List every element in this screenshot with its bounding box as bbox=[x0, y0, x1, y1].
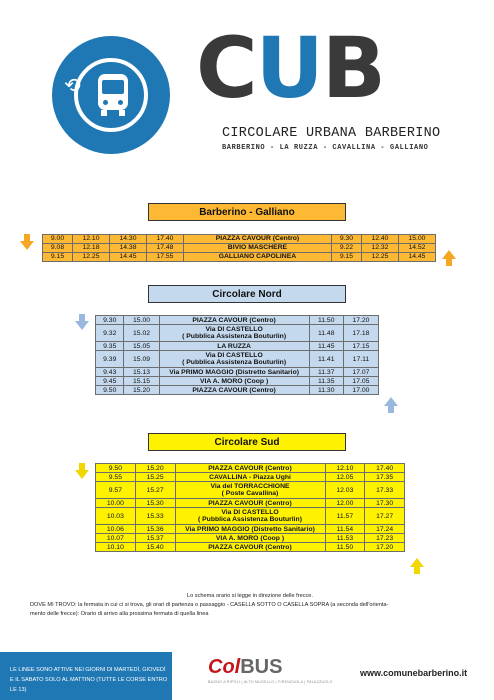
time-cell: 17.15 bbox=[343, 342, 378, 351]
time-cell: 15.02 bbox=[124, 325, 159, 342]
time-cell: 17.00 bbox=[343, 386, 378, 395]
stop-name: Via DI CASTELLO ( Pubblica Assistenza Bouturlin) bbox=[159, 325, 309, 342]
time-cell: 9.55 bbox=[96, 473, 136, 482]
table-row bbox=[96, 508, 405, 525]
time-cell: 14.38 bbox=[109, 244, 146, 253]
time-cell: 11.35 bbox=[309, 377, 343, 386]
table-row bbox=[96, 464, 405, 473]
time-cell: 11.50 bbox=[309, 316, 343, 325]
time-cell: 9.32 bbox=[96, 325, 124, 342]
time-cell: 12.05 bbox=[325, 473, 365, 482]
time-cell: 9.15 bbox=[331, 253, 361, 262]
time-cell: 15.15 bbox=[124, 377, 159, 386]
time-cell: 12.40 bbox=[361, 235, 398, 244]
time-cell: 17.40 bbox=[365, 464, 405, 473]
stop-name: Via DI CASTELLO ( Pubblica Assistenza Bouturlin) bbox=[159, 351, 309, 368]
time-cell: 17.55 bbox=[146, 253, 183, 262]
website-link[interactable]: www.comunebarberino.it bbox=[360, 668, 468, 678]
time-cell: 9.30 bbox=[96, 316, 124, 325]
table-row bbox=[43, 253, 436, 262]
time-cell: 15.40 bbox=[135, 543, 175, 552]
note-line: Lo schema orario si legge in direzione delle frecce. bbox=[187, 593, 313, 599]
time-cell: 10.06 bbox=[96, 525, 136, 534]
time-cell: 12.18 bbox=[73, 244, 110, 253]
time-cell: 12.00 bbox=[325, 499, 365, 508]
time-cell: 11.57 bbox=[325, 508, 365, 525]
stop-name: PIAZZA CAVOUR (Centro) bbox=[175, 499, 325, 508]
route-title-circolare-sud: Circolare Sud bbox=[148, 433, 346, 451]
stop-name: PIAZZA CAVOUR (Centro) bbox=[175, 464, 325, 473]
time-cell: 17.48 bbox=[146, 244, 183, 253]
time-cell: 17.30 bbox=[365, 499, 405, 508]
down-arrow-icon bbox=[75, 463, 89, 479]
table-row bbox=[43, 244, 436, 253]
time-cell: 15.20 bbox=[135, 464, 175, 473]
table-row bbox=[96, 386, 379, 395]
table-row bbox=[96, 325, 379, 342]
stop-name: Via PRIMO MAGGIO (Distretto Sanitario) bbox=[175, 525, 325, 534]
timetable-barberino-galliano bbox=[42, 234, 436, 262]
time-cell: 15.00 bbox=[398, 235, 435, 244]
timetable-circolare-nord bbox=[95, 315, 379, 395]
time-cell: 10.07 bbox=[96, 534, 136, 543]
stop-name: PIAZZA CAVOUR (Centro) bbox=[159, 316, 309, 325]
time-cell: 12.03 bbox=[325, 482, 365, 499]
stop-name: PIAZZA CAVOUR (Centro) bbox=[159, 386, 309, 395]
up-arrow-icon bbox=[442, 250, 456, 266]
time-cell: 12.25 bbox=[361, 253, 398, 262]
time-cell: 15.37 bbox=[135, 534, 175, 543]
time-cell: 9.50 bbox=[96, 464, 136, 473]
stop-name: VIA A. MORO (Coop ) bbox=[175, 534, 325, 543]
time-cell: 17.40 bbox=[146, 235, 183, 244]
time-cell: 9.00 bbox=[43, 235, 73, 244]
time-cell: 17.07 bbox=[343, 368, 378, 377]
table-row bbox=[96, 473, 405, 482]
time-cell: 15.09 bbox=[124, 351, 159, 368]
time-cell: 10.03 bbox=[96, 508, 136, 525]
time-cell: 11.45 bbox=[309, 342, 343, 351]
service-days-info: LE LINEE SONO ATTIVE NEI GIORNI DI MARTEDÌ, GIOVEDÌ E IL SABATO SOLO AL MATTINO (TUTTE LE CORSE ENTRO LE 13) bbox=[0, 652, 172, 700]
bus-wheel-icon bbox=[101, 110, 107, 116]
time-cell: 9.15 bbox=[43, 253, 73, 262]
note-line: mento delle frecce): Orario di arrivo alla prossima fermata di quella linea bbox=[30, 611, 209, 617]
table-row bbox=[96, 368, 379, 377]
colbus-tagline: BAGNO A RIPOLI | ALTO MUGELLO | FIRENZUOLA | PALAZZUOLO bbox=[208, 680, 333, 684]
time-cell: 15.27 bbox=[135, 482, 175, 499]
table-row bbox=[96, 534, 405, 543]
table-row bbox=[96, 525, 405, 534]
time-cell: 14.30 bbox=[109, 235, 146, 244]
bus-wheel-icon bbox=[119, 110, 125, 116]
time-cell: 10.10 bbox=[96, 543, 136, 552]
time-cell: 15.20 bbox=[124, 386, 159, 395]
note-line: DOVE MI TROVO: la fermata in cui ci si trova, gli orari di partenza o passaggio - CASELLA SOTTO O CASELLA SOPRA (a seconda dell'orienta- bbox=[30, 602, 389, 608]
time-cell: 11.50 bbox=[325, 543, 365, 552]
time-cell: 15.05 bbox=[124, 342, 159, 351]
time-cell: 17.05 bbox=[343, 377, 378, 386]
time-cell: 9.45 bbox=[96, 377, 124, 386]
route-title-barberino-galliano: Barberino - Galliano bbox=[148, 203, 346, 221]
time-cell: 17.18 bbox=[343, 325, 378, 342]
time-cell: 9.50 bbox=[96, 386, 124, 395]
time-cell: 15.36 bbox=[135, 525, 175, 534]
time-cell: 9.22 bbox=[331, 244, 361, 253]
table-row bbox=[96, 377, 379, 386]
stop-name: Via DI CASTELLO ( Pubblica Assistenza Bouturlin) bbox=[175, 508, 325, 525]
time-cell: 17.23 bbox=[365, 534, 405, 543]
table-row bbox=[96, 499, 405, 508]
colbus-logo: ColBUS bbox=[208, 656, 283, 678]
down-arrow-icon bbox=[75, 314, 89, 330]
table-row bbox=[96, 316, 379, 325]
table-row bbox=[96, 482, 405, 499]
time-cell: 10.00 bbox=[96, 499, 136, 508]
time-cell: 15.00 bbox=[124, 316, 159, 325]
time-cell: 11.54 bbox=[325, 525, 365, 534]
time-cell: 15.30 bbox=[135, 499, 175, 508]
time-cell: 9.57 bbox=[96, 482, 136, 499]
time-cell: 14.52 bbox=[398, 244, 435, 253]
time-cell: 15.33 bbox=[135, 508, 175, 525]
time-cell: 12.32 bbox=[361, 244, 398, 253]
time-cell: 9.35 bbox=[96, 342, 124, 351]
time-cell: 17.33 bbox=[365, 482, 405, 499]
up-arrow-icon bbox=[410, 558, 424, 574]
stop-name: PIAZZA CAVOUR (Centro) bbox=[175, 543, 325, 552]
timetable-circolare-sud bbox=[95, 463, 405, 552]
time-cell: 17.24 bbox=[365, 525, 405, 534]
return-arrow-icon: ⟲ bbox=[64, 75, 81, 97]
time-cell: 9.43 bbox=[96, 368, 124, 377]
table-row bbox=[96, 342, 379, 351]
bus-window bbox=[102, 80, 124, 94]
time-cell: 17.20 bbox=[343, 316, 378, 325]
time-cell: 17.11 bbox=[343, 351, 378, 368]
time-cell: 9.39 bbox=[96, 351, 124, 368]
time-cell: 14.45 bbox=[398, 253, 435, 262]
reading-notes bbox=[30, 592, 470, 619]
route-title-circolare-nord: Circolare Nord bbox=[148, 285, 346, 303]
time-cell: 12.25 bbox=[73, 253, 110, 262]
table-row bbox=[96, 351, 379, 368]
time-cell: 17.20 bbox=[365, 543, 405, 552]
stop-name: LA RUZZA bbox=[159, 342, 309, 351]
stop-name: GALLIANO CAPOLINEA bbox=[183, 253, 331, 262]
time-cell: 17.27 bbox=[365, 508, 405, 525]
time-cell: 11.30 bbox=[309, 386, 343, 395]
up-arrow-icon bbox=[384, 397, 398, 413]
time-cell: 15.25 bbox=[135, 473, 175, 482]
cub-logo: CUB bbox=[196, 19, 384, 117]
time-cell: 11.53 bbox=[325, 534, 365, 543]
page-title: CIRCOLARE URBANA BARBERINO bbox=[222, 126, 441, 141]
stop-name: VIA A. MORO (Coop ) bbox=[159, 377, 309, 386]
time-cell: 15.13 bbox=[124, 368, 159, 377]
down-arrow-icon bbox=[20, 234, 34, 250]
table-row bbox=[96, 543, 405, 552]
stop-name: Via PRIMO MAGGIO (Distretto Sanitario) bbox=[159, 368, 309, 377]
time-cell: 12.10 bbox=[325, 464, 365, 473]
time-cell: 11.41 bbox=[309, 351, 343, 368]
stop-name: PIAZZA CAVOUR (Centro) bbox=[183, 235, 331, 244]
time-cell: 9.08 bbox=[43, 244, 73, 253]
time-cell: 17.35 bbox=[365, 473, 405, 482]
bus-light-icon bbox=[118, 100, 123, 105]
time-cell: 11.37 bbox=[309, 368, 343, 377]
table-row bbox=[43, 235, 436, 244]
stop-name: CAVALLINA - Piazza Ughi bbox=[175, 473, 325, 482]
stop-name: BIVIO MASCHERE bbox=[183, 244, 331, 253]
time-cell: 11.48 bbox=[309, 325, 343, 342]
time-cell: 9.30 bbox=[331, 235, 361, 244]
time-cell: 12.10 bbox=[73, 235, 110, 244]
time-cell: 14.45 bbox=[109, 253, 146, 262]
bus-light-icon bbox=[103, 100, 108, 105]
page-subtitle: BARBERINO - LA RUZZA - CAVALLINA - GALLIANO bbox=[222, 144, 429, 152]
stop-name: Via del TORRACCHIONE ( Poste Cavallina) bbox=[175, 482, 325, 499]
